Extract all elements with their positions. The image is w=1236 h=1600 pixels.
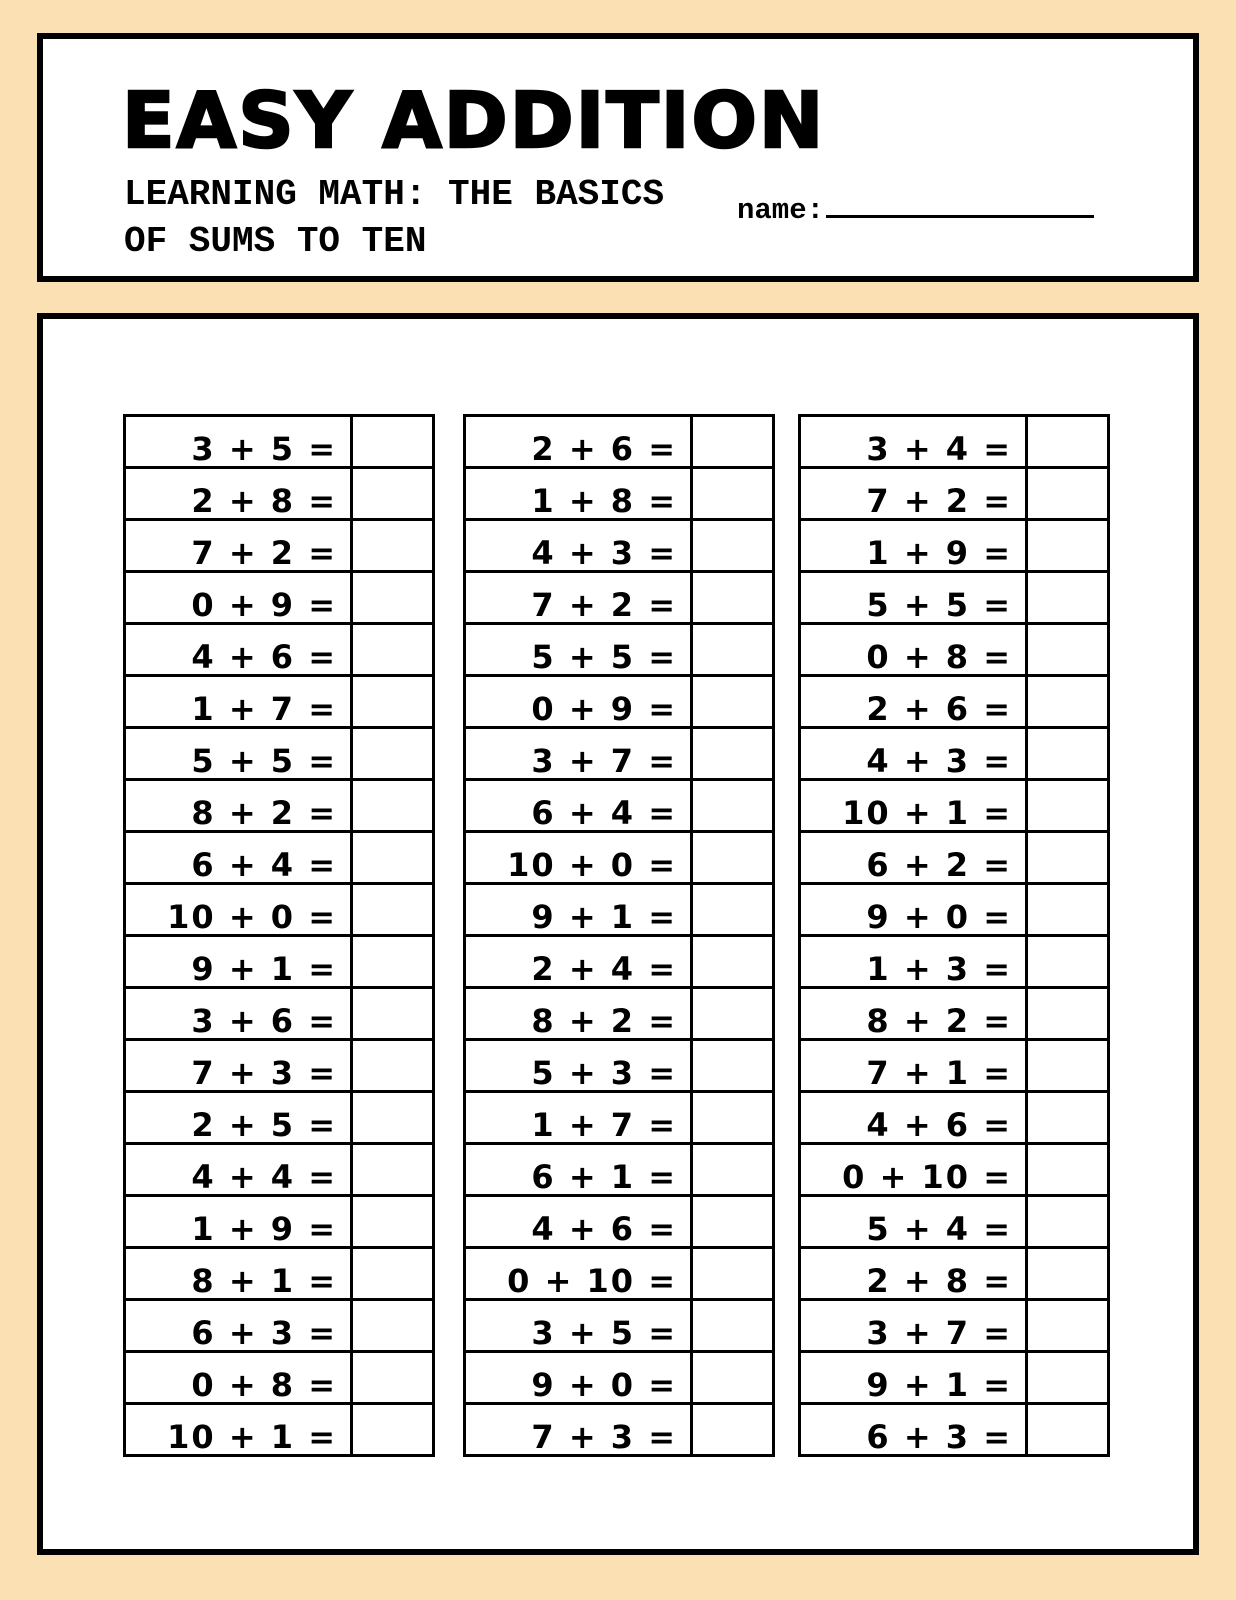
problem-text: 0 + 9 = [531, 689, 677, 728]
problem-row [801, 989, 1107, 1041]
problem-row [801, 1405, 1107, 1454]
problem-text: 7 + 1 = [866, 1053, 1012, 1092]
problem-text: 3 + 5 = [531, 1313, 677, 1352]
problem-text: 1 + 7 = [531, 1105, 677, 1144]
problem-row [466, 1093, 772, 1145]
answer-box[interactable] [350, 989, 432, 1038]
answer-box[interactable] [690, 1301, 772, 1350]
problem-row [126, 1249, 432, 1301]
problem-text: 2 + 5 = [191, 1105, 337, 1144]
problem-text: 1 + 8 = [531, 481, 677, 520]
answer-box[interactable] [1025, 1145, 1107, 1194]
problem-row [801, 1301, 1107, 1353]
problem-text: 0 + 10 = [507, 1261, 677, 1300]
answer-box[interactable] [690, 937, 772, 986]
answer-box[interactable] [350, 833, 432, 882]
problem-row [126, 1145, 432, 1197]
problem-row [126, 677, 432, 729]
problem-row [801, 417, 1107, 469]
problem-row [126, 1197, 432, 1249]
answer-box[interactable] [350, 677, 432, 726]
problem-row [466, 937, 772, 989]
problem-text: 4 + 6 = [191, 637, 337, 676]
answer-box[interactable] [1025, 469, 1107, 518]
problem-row [466, 1041, 772, 1093]
problems-column-1 [123, 414, 435, 1457]
problem-text: 0 + 9 = [191, 585, 337, 624]
problem-row [466, 677, 772, 729]
problem-text: 1 + 3 = [866, 949, 1012, 988]
problem-row [126, 885, 432, 937]
problem-text: 4 + 6 = [866, 1105, 1012, 1144]
problem-text: 4 + 3 = [866, 741, 1012, 780]
problem-text: 6 + 1 = [531, 1157, 677, 1196]
answer-box[interactable] [1025, 1093, 1107, 1142]
problem-row [466, 833, 772, 885]
answer-box[interactable] [350, 521, 432, 570]
problem-row [126, 1353, 432, 1405]
answer-box[interactable] [1025, 1301, 1107, 1350]
answer-box[interactable] [350, 1041, 432, 1090]
problem-text: 2 + 8 = [866, 1261, 1012, 1300]
answer-box[interactable] [350, 729, 432, 778]
problem-text: 0 + 8 = [866, 637, 1012, 676]
problem-row [466, 1197, 772, 1249]
problem-row [126, 469, 432, 521]
answer-box[interactable] [350, 1353, 432, 1402]
problem-row [801, 885, 1107, 937]
answer-box[interactable] [350, 1145, 432, 1194]
problem-text: 6 + 3 = [191, 1313, 337, 1352]
problem-row [466, 729, 772, 781]
problem-row [126, 625, 432, 677]
problem-row [801, 1145, 1107, 1197]
problem-row [126, 937, 432, 989]
problem-text: 7 + 3 = [191, 1053, 337, 1092]
problem-row [466, 885, 772, 937]
problem-text: 5 + 4 = [866, 1209, 1012, 1248]
answer-box[interactable] [1025, 989, 1107, 1038]
problem-row [466, 1249, 772, 1301]
problem-row [801, 469, 1107, 521]
subtitle-line-1: LEARNING MATH: THE BASICS [124, 174, 665, 215]
problem-text: 8 + 2 = [191, 793, 337, 832]
problem-text: 9 + 0 = [531, 1365, 677, 1404]
answer-box[interactable] [690, 573, 772, 622]
problem-text: 1 + 7 = [191, 689, 337, 728]
problem-text: 5 + 5 = [531, 637, 677, 676]
answer-box[interactable] [690, 781, 772, 830]
problem-text: 9 + 1 = [531, 897, 677, 936]
problem-text: 3 + 5 = [191, 429, 337, 468]
problem-row [466, 417, 772, 469]
answer-box[interactable] [350, 573, 432, 622]
answer-box[interactable] [1025, 1249, 1107, 1298]
problem-row [466, 1301, 772, 1353]
problem-row [801, 1041, 1107, 1093]
problem-text: 1 + 9 = [866, 533, 1012, 572]
problem-text: 10 + 0 = [507, 845, 677, 884]
problem-row [126, 781, 432, 833]
answer-box[interactable] [690, 833, 772, 882]
answer-box[interactable] [1025, 833, 1107, 882]
problem-row [126, 417, 432, 469]
problem-row [801, 573, 1107, 625]
problem-text: 0 + 10 = [842, 1157, 1012, 1196]
problem-row [126, 1041, 432, 1093]
problem-row [126, 989, 432, 1041]
problem-text: 2 + 4 = [531, 949, 677, 988]
problem-row [466, 625, 772, 677]
answer-box[interactable] [350, 1093, 432, 1142]
problem-row [801, 781, 1107, 833]
answer-box[interactable] [690, 1041, 772, 1090]
problem-text: 5 + 5 = [191, 741, 337, 780]
problem-row [466, 781, 772, 833]
problem-text: 4 + 4 = [191, 1157, 337, 1196]
answer-box[interactable] [1025, 1041, 1107, 1090]
problem-text: 6 + 3 = [866, 1417, 1012, 1456]
problem-row [801, 1093, 1107, 1145]
answer-box[interactable] [690, 989, 772, 1038]
answer-box[interactable] [1025, 625, 1107, 674]
answer-box[interactable] [690, 1145, 772, 1194]
answer-box[interactable] [690, 885, 772, 934]
answer-box[interactable] [350, 625, 432, 674]
problem-text: 6 + 4 = [191, 845, 337, 884]
problem-text: 10 + 1 = [167, 1417, 337, 1456]
problem-text: 4 + 3 = [531, 533, 677, 572]
problem-text: 5 + 5 = [866, 585, 1012, 624]
problem-row [466, 521, 772, 573]
answer-box[interactable] [350, 1197, 432, 1246]
problem-row [126, 573, 432, 625]
answer-box[interactable] [350, 937, 432, 986]
answer-box[interactable] [690, 469, 772, 518]
problem-row [801, 625, 1107, 677]
answer-box[interactable] [350, 417, 432, 466]
answer-box[interactable] [350, 885, 432, 934]
answer-box[interactable] [690, 521, 772, 570]
problem-text: 7 + 2 = [531, 585, 677, 624]
answer-box[interactable] [1025, 729, 1107, 778]
problem-row [466, 1145, 772, 1197]
problems-column-2 [463, 414, 775, 1457]
answer-box[interactable] [1025, 937, 1107, 986]
answer-box[interactable] [1025, 1405, 1107, 1454]
problem-row [126, 1301, 432, 1353]
problem-text: 2 + 8 = [191, 481, 337, 520]
problem-row [801, 521, 1107, 573]
answer-box[interactable] [350, 781, 432, 830]
problem-row [126, 521, 432, 573]
problem-text: 7 + 3 = [531, 1417, 677, 1456]
problem-text: 8 + 2 = [866, 1001, 1012, 1040]
problem-text: 2 + 6 = [531, 429, 677, 468]
problem-text: 0 + 8 = [191, 1365, 337, 1404]
problem-row [466, 573, 772, 625]
page-title: EASY ADDITION [122, 77, 826, 166]
problem-row [801, 1197, 1107, 1249]
problem-row [801, 1249, 1107, 1301]
answer-box[interactable] [350, 1249, 432, 1298]
answer-box[interactable] [1025, 677, 1107, 726]
name-label: name: [737, 194, 825, 227]
answer-box[interactable] [1025, 573, 1107, 622]
problem-text: 4 + 6 = [531, 1209, 677, 1248]
problem-text: 8 + 2 = [531, 1001, 677, 1040]
problem-text: 5 + 3 = [531, 1053, 677, 1092]
problem-row [466, 989, 772, 1041]
problem-row [466, 469, 772, 521]
problem-row [801, 937, 1107, 989]
problem-text: 7 + 2 = [191, 533, 337, 572]
problem-text: 9 + 1 = [191, 949, 337, 988]
answer-box[interactable] [690, 1249, 772, 1298]
page-subtitle [124, 171, 664, 265]
subtitle-line-2: OF SUMS TO TEN [124, 221, 427, 262]
answer-box[interactable] [690, 729, 772, 778]
answer-box[interactable] [690, 1093, 772, 1142]
problem-row [126, 833, 432, 885]
header-box [37, 33, 1199, 282]
problem-row [801, 833, 1107, 885]
problem-text: 1 + 9 = [191, 1209, 337, 1248]
answer-box[interactable] [690, 677, 772, 726]
answer-box[interactable] [690, 1353, 772, 1402]
name-row [737, 191, 1094, 227]
answer-box[interactable] [690, 1405, 772, 1454]
answer-box[interactable] [690, 625, 772, 674]
answer-box[interactable] [1025, 521, 1107, 570]
problem-text: 9 + 0 = [866, 897, 1012, 936]
problem-text: 3 + 4 = [866, 429, 1012, 468]
answer-box[interactable] [1025, 1353, 1107, 1402]
problem-text: 10 + 1 = [842, 793, 1012, 832]
problem-text: 6 + 4 = [531, 793, 677, 832]
problem-row [126, 729, 432, 781]
answer-box[interactable] [350, 1405, 432, 1454]
problem-row [466, 1405, 772, 1454]
problem-row [466, 1353, 772, 1405]
problem-text: 6 + 2 = [866, 845, 1012, 884]
answer-box[interactable] [690, 417, 772, 466]
problem-text: 7 + 2 = [866, 481, 1012, 520]
answer-box[interactable] [690, 1197, 772, 1246]
problem-text: 3 + 6 = [191, 1001, 337, 1040]
answer-box[interactable] [1025, 417, 1107, 466]
answer-box[interactable] [1025, 885, 1107, 934]
problem-text: 3 + 7 = [531, 741, 677, 780]
problem-row [126, 1405, 432, 1454]
answer-box[interactable] [350, 1301, 432, 1350]
problem-row [801, 729, 1107, 781]
problem-row [801, 1353, 1107, 1405]
name-input-line[interactable] [826, 191, 1094, 218]
problem-text: 8 + 1 = [191, 1261, 337, 1300]
problem-row [126, 1093, 432, 1145]
problem-text: 2 + 6 = [866, 689, 1012, 728]
problem-text: 10 + 0 = [167, 897, 337, 936]
problem-text: 3 + 7 = [866, 1313, 1012, 1352]
answer-box[interactable] [1025, 781, 1107, 830]
problem-text: 9 + 1 = [866, 1365, 1012, 1404]
problem-row [801, 677, 1107, 729]
problems-column-3 [798, 414, 1110, 1457]
problems-box [37, 313, 1199, 1555]
answer-box[interactable] [1025, 1197, 1107, 1246]
answer-box[interactable] [350, 469, 432, 518]
